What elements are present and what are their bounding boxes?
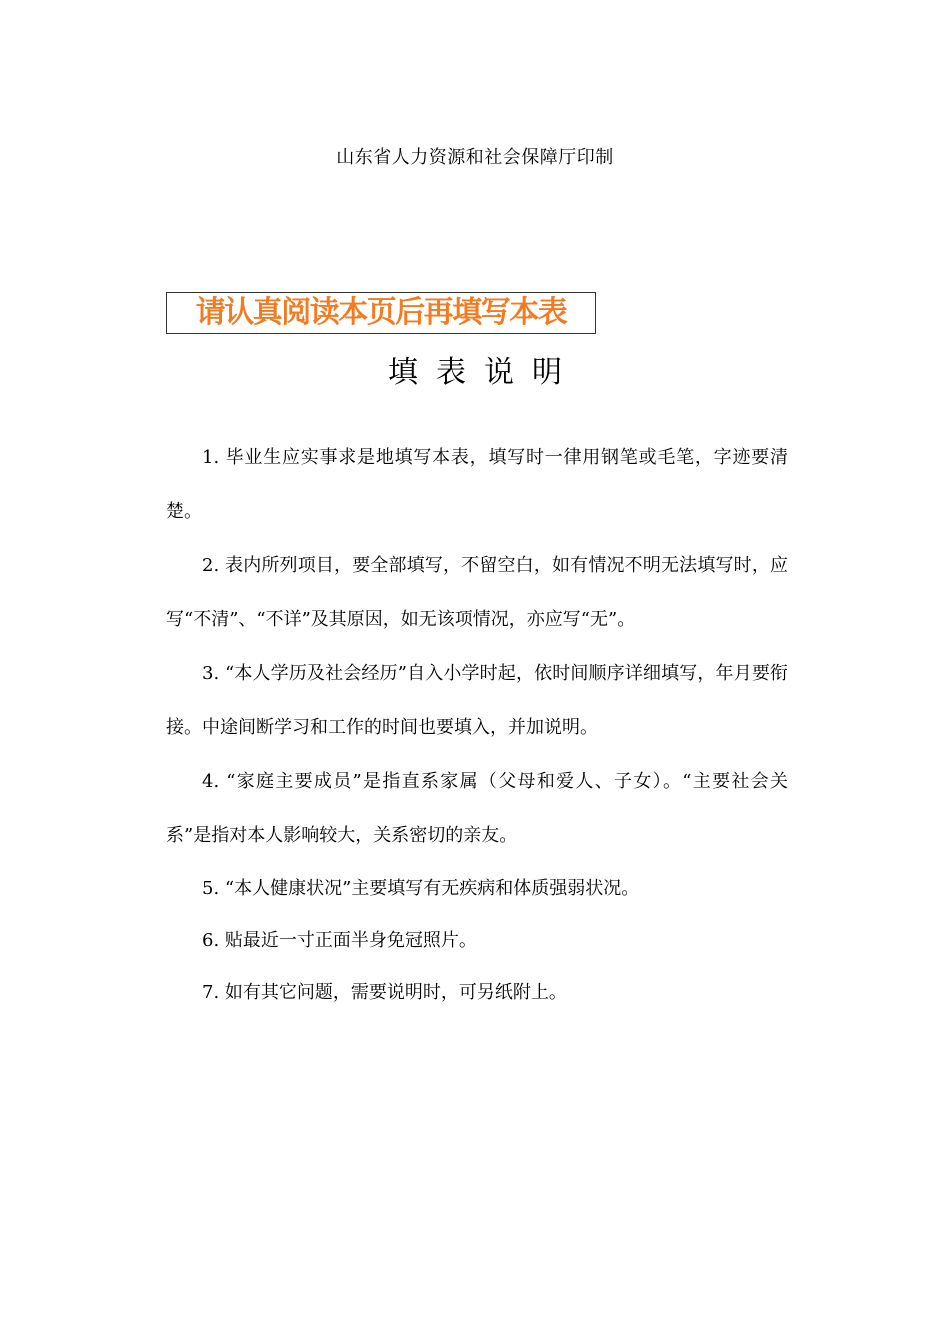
printer-line: 山东省人力资源和社会保障厅印制 — [336, 147, 614, 168]
notice-text: 请认真阅读本页后再填写本表 — [195, 295, 567, 330]
instruction-item-5: 5. “本人健康状况”主要填写有无疾病和体质强弱状况。 — [202, 878, 640, 899]
instruction-item-6: 6. 贴最近一寸正面半身免冠照片。 — [202, 930, 477, 951]
instruction-item-7: 7. 如有其它问题，需要说明时，可另纸附上。 — [202, 982, 567, 1003]
instructions-list — [166, 431, 788, 1019]
notice-box — [166, 292, 596, 334]
instruction-item-1: 1. 毕业生应实事求是地填写本表，填写时一律用钢笔或毛笔，字迹要清楚。 — [166, 447, 788, 522]
instruction-item-3: 3. “本人学历及社会经历”自入小学时起，依时间顺序详细填写，年月要衔接。中途间断学习和工作的时间也要填入，并加说明。 — [166, 663, 788, 738]
instruction-item-4: 4. “家庭主要成员”是指直系家属（父母和爱人、子女）。“主要社会关系”是指对本人影响较大，关系密切的亲友。 — [166, 771, 788, 846]
page-title: 填表说明 — [388, 355, 580, 390]
instruction-item-2: 2. 表内所列项目，要全部填写，不留空白，如有情况不明无法填写时，应写“不清”、“不详”及其原因，如无该项情况，亦应写“无”。 — [166, 555, 788, 630]
